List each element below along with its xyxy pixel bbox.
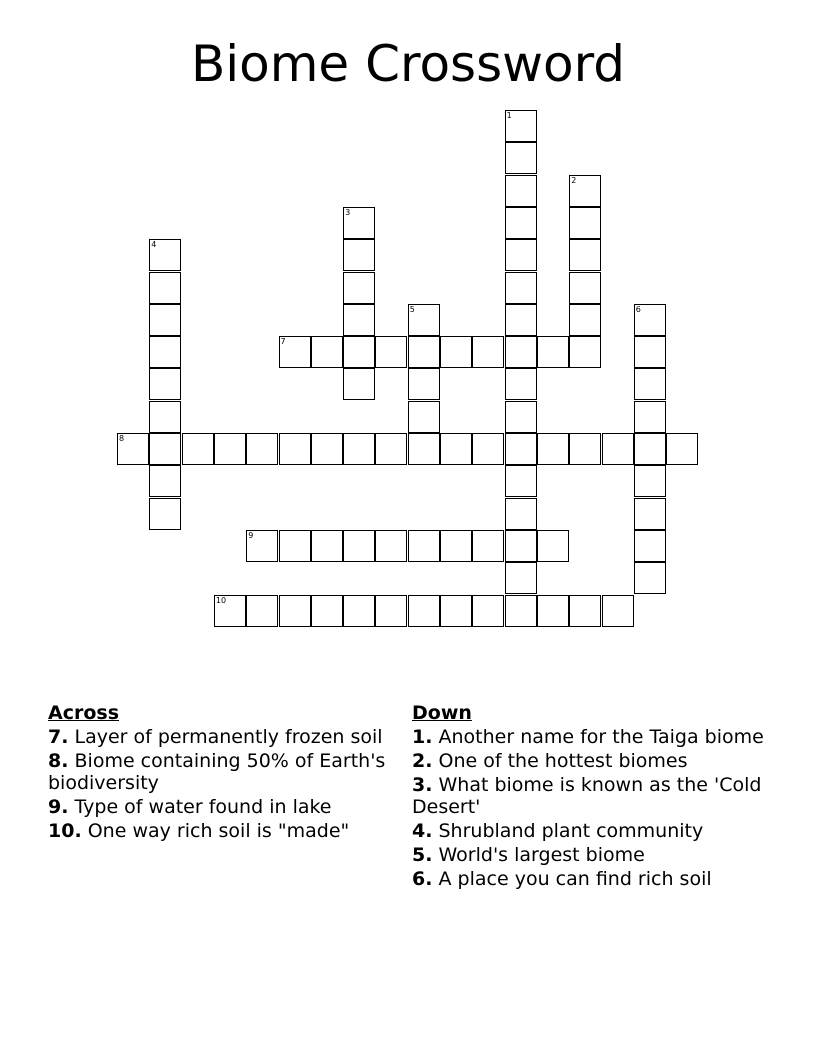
grid-cell[interactable] (505, 498, 537, 530)
grid-cell[interactable] (569, 272, 601, 304)
clue-text: One way rich soil is "made" (87, 820, 350, 842)
grid-cell[interactable] (408, 368, 440, 400)
grid-cell[interactable] (408, 401, 440, 433)
grid-cell[interactable] (569, 336, 601, 368)
grid-cell[interactable] (246, 530, 278, 562)
cell-number: 5 (409, 304, 415, 314)
grid-cell[interactable] (634, 530, 666, 562)
grid-cell[interactable] (311, 433, 343, 465)
down-clue-5 (412, 844, 772, 866)
grid-cell[interactable] (666, 433, 698, 465)
clue-number: 8. (48, 750, 69, 772)
grid-cell[interactable] (149, 465, 181, 497)
grid-cell[interactable] (634, 336, 666, 368)
clue-number: 5. (412, 844, 433, 866)
grid-cell[interactable] (505, 595, 537, 627)
grid-cell[interactable] (505, 110, 537, 142)
grid-cell[interactable] (472, 595, 504, 627)
grid-cell[interactable] (440, 336, 472, 368)
down-clue-3 (412, 774, 772, 818)
down-clue-1 (412, 726, 772, 748)
clue-text: A place you can find rich soil (438, 868, 712, 890)
grid-cell[interactable] (149, 498, 181, 530)
grid-cell[interactable] (408, 595, 440, 627)
clue-text: Layer of permanently frozen soil (74, 726, 383, 748)
clue-number: 7. (48, 726, 69, 748)
grid-cell[interactable] (246, 433, 278, 465)
across-clue-7 (48, 726, 388, 748)
clue-text: Shrubland plant community (438, 820, 704, 842)
grid-cell[interactable] (537, 433, 569, 465)
clue-number: 1. (412, 726, 433, 748)
grid-cell[interactable] (569, 595, 601, 627)
grid-cell[interactable] (408, 433, 440, 465)
grid-cell[interactable] (279, 336, 311, 368)
grid-cell[interactable] (375, 336, 407, 368)
grid-cell[interactable] (343, 368, 375, 400)
clue-text: World's largest biome (438, 844, 645, 866)
grid-cell[interactable] (472, 433, 504, 465)
grid-cell[interactable] (214, 595, 246, 627)
cell-number: 7 (280, 337, 286, 347)
clue-number: 3. (412, 774, 433, 796)
grid-cell[interactable] (537, 336, 569, 368)
clue-text: What biome is known as the 'Cold Desert' (412, 774, 762, 818)
across-clues (48, 702, 388, 844)
grid-cell[interactable] (569, 175, 601, 207)
grid-cell[interactable] (149, 368, 181, 400)
grid-cell[interactable] (569, 433, 601, 465)
clue-number: 6. (412, 868, 433, 890)
grid-cell[interactable] (537, 530, 569, 562)
grid-cell[interactable] (569, 207, 601, 239)
across-heading: Across (48, 702, 120, 724)
grid-cell[interactable] (472, 530, 504, 562)
grid-cell[interactable] (279, 530, 311, 562)
grid-cell[interactable] (246, 595, 278, 627)
down-clue-2 (412, 750, 772, 772)
cell-number: 4 (151, 240, 157, 250)
grid-cell[interactable] (505, 207, 537, 239)
down-clue-6 (412, 868, 772, 890)
grid-cell[interactable] (149, 272, 181, 304)
grid-cell[interactable] (149, 239, 181, 271)
grid-cell[interactable] (505, 530, 537, 562)
grid-cell[interactable] (343, 304, 375, 336)
grid-cell[interactable] (149, 336, 181, 368)
grid-cell[interactable] (279, 433, 311, 465)
grid-cell[interactable] (408, 304, 440, 336)
grid-cell[interactable] (569, 304, 601, 336)
grid-cell[interactable] (343, 272, 375, 304)
grid-cell[interactable] (182, 433, 214, 465)
grid-cell[interactable] (634, 401, 666, 433)
grid-cell[interactable] (375, 595, 407, 627)
grid-cell[interactable] (634, 304, 666, 336)
grid-cell[interactable] (408, 336, 440, 368)
grid-cell[interactable] (408, 530, 440, 562)
down-clue-4 (412, 820, 772, 842)
grid-cell[interactable] (440, 595, 472, 627)
grid-cell[interactable] (149, 304, 181, 336)
cell-number: 10 (215, 595, 227, 605)
cell-number: 8 (119, 434, 125, 443)
grid-cell[interactable] (505, 368, 537, 400)
cell-number: 2 (571, 175, 577, 185)
grid-cell[interactable] (343, 207, 375, 239)
grid-cell[interactable] (602, 595, 634, 627)
cell-number: 3 (345, 207, 351, 217)
grid-cell[interactable] (375, 530, 407, 562)
grid-cell[interactable] (311, 530, 343, 562)
across-clue-8 (48, 750, 388, 794)
grid-cell[interactable] (149, 401, 181, 433)
down-clues (412, 702, 772, 892)
grid-cell[interactable] (343, 336, 375, 368)
grid-cell[interactable] (117, 433, 149, 465)
grid-cell[interactable] (634, 498, 666, 530)
grid-cell[interactable] (343, 433, 375, 465)
grid-cell[interactable] (505, 239, 537, 271)
grid-cell[interactable] (505, 562, 537, 594)
grid-cell[interactable] (440, 433, 472, 465)
clue-number: 9. (48, 796, 69, 818)
grid-cell[interactable] (311, 336, 343, 368)
down-heading: Down (412, 702, 472, 724)
clue-number: 4. (412, 820, 433, 842)
cell-number: 6 (635, 304, 641, 314)
grid-cell[interactable] (505, 272, 537, 304)
across-clue-10 (48, 820, 388, 842)
grid-cell[interactable] (505, 142, 537, 174)
clue-number: 2. (412, 750, 433, 772)
grid-cell[interactable] (505, 465, 537, 497)
grid-cell[interactable] (343, 595, 375, 627)
clue-number: 10. (48, 820, 82, 842)
grid-cell[interactable] (505, 401, 537, 433)
cell-number: 1 (506, 111, 512, 120)
grid-cell[interactable] (505, 304, 537, 336)
grid-cell[interactable] (149, 433, 181, 465)
page-title: Biome Crossword (190, 35, 626, 93)
grid-cell[interactable] (602, 433, 634, 465)
grid-cell[interactable] (472, 336, 504, 368)
grid-cell[interactable] (279, 595, 311, 627)
clue-text: One of the hottest biomes (438, 750, 688, 772)
grid-cell[interactable] (440, 530, 472, 562)
grid-cell[interactable] (569, 239, 601, 271)
grid-cell[interactable] (375, 433, 407, 465)
grid-cell[interactable] (537, 595, 569, 627)
cell-number: 9 (248, 530, 254, 540)
grid-cell[interactable] (214, 433, 246, 465)
grid-cell[interactable] (634, 433, 666, 465)
grid-cell[interactable] (634, 562, 666, 594)
grid-cell[interactable] (311, 595, 343, 627)
grid-cell[interactable] (343, 239, 375, 271)
clue-text: Another name for the Taiga biome (438, 726, 764, 748)
across-clue-9 (48, 796, 388, 818)
grid-cell[interactable] (505, 336, 537, 368)
clue-text: Biome containing 50% of Earth's biodiversity (48, 750, 386, 794)
grid-cell[interactable] (634, 465, 666, 497)
grid-cell[interactable] (505, 433, 537, 465)
grid-cell[interactable] (343, 530, 375, 562)
grid-cell[interactable] (505, 175, 537, 207)
clue-text: Type of water found in lake (74, 796, 332, 818)
grid-cell[interactable] (634, 368, 666, 400)
